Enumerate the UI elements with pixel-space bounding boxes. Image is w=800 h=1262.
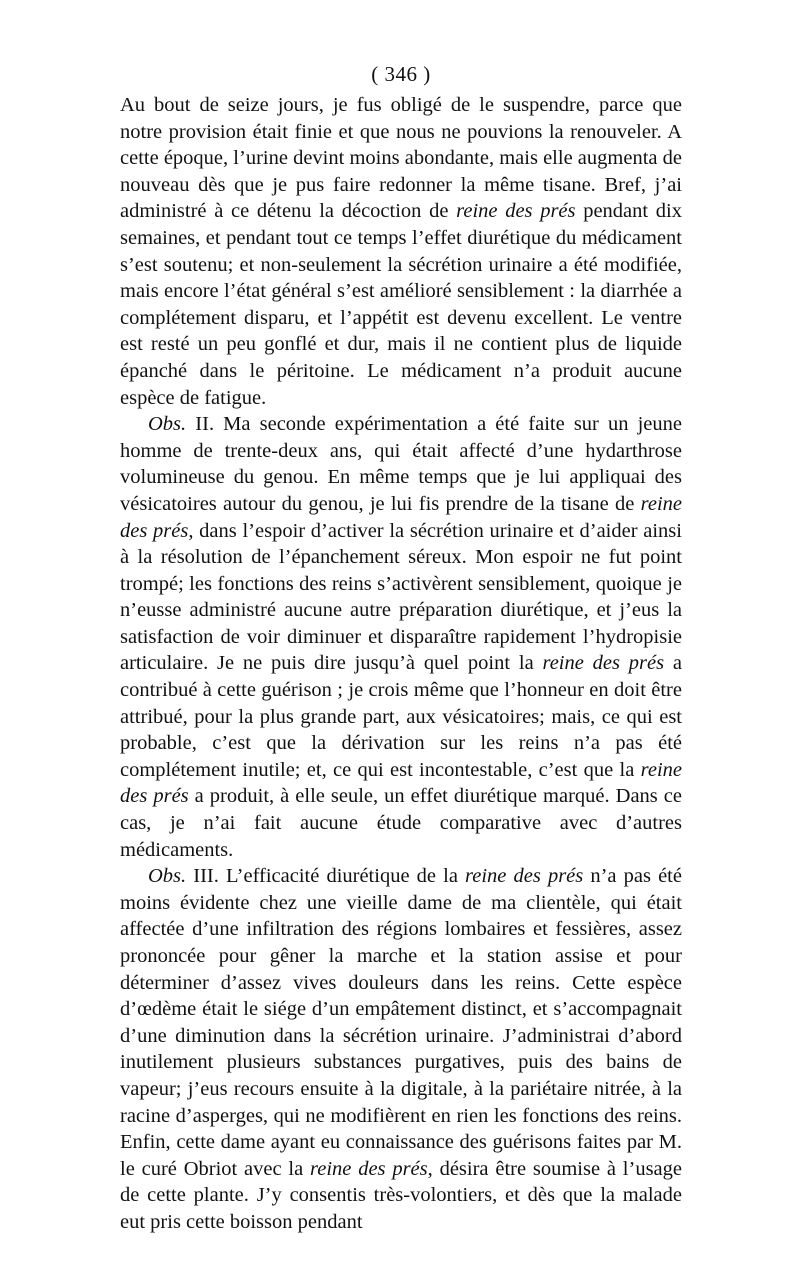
- body-text: [120, 92, 682, 1236]
- paragraph: [120, 411, 682, 863]
- italic-text: reine des prés: [310, 1157, 428, 1180]
- italic-text: reine des prés: [120, 758, 682, 808]
- text-run: , dans l’espoir d’activer la sécrétion urinaire et d’aider ainsi à la résolution de l’épanchement séreux. Mon espoir ne fut point trompé; les fonctions des reins s’activèrent sensiblement, quoique je n’eusse administré aucune autre préparation diurétique, et j’eus la satisfaction de voir diminuer et disparaître rapidement l’hydropisie articulaire. Je ne puis dire jusqu’à quel point la: [120, 519, 682, 675]
- paragraph: [120, 863, 682, 1235]
- text-run: Au bout de seize jours, je fus obligé de le suspendre, parce que notre provision était finie et que nous ne pouvions la renouveler. A cette époque, l’urine devint moins abondante, mais elle augmenta de nouveau dès que je pus faire redonner la même tisane. Bref, j’ai administré à ce détenu la décoction de: [120, 94, 682, 223]
- text-run: III. L’efficacité diurétique de la: [186, 865, 466, 888]
- text-run: , désira être soumise à l’usage de cette plante. J’y consentis très-volontiers, et dès que la malade eut pris cette boisson pendant: [120, 1157, 682, 1233]
- page-number: ( 346 ): [371, 62, 431, 86]
- paragraph: [120, 92, 682, 411]
- text-run: II. Ma seconde expérimentation a été faite sur un jeune homme de trente-deux ans, qui était affecté d’une hydarthrose volumineuse du genou. En même temps que je lui appliquai des vésicatoires autour du genou, je lui fis prendre de la tisane de: [120, 413, 682, 515]
- text-run: a produit, à elle seule, un effet diurétique marqué. Dans ce cas, je n’ai fait aucune étude comparative avec d’autres médicaments.: [120, 785, 682, 861]
- italic-text: reine des prés: [465, 865, 584, 888]
- text-run: n’a pas été moins évidente chez une vieille dame de ma clientèle, qui était affectée d’une infiltration des régions lombaires et fessières, assez prononcée pour gêner la marche et la station assise et pour déterminer d’assez vives douleurs dans les reins. Cette espèce d’œdème était le siége d’un empâtement distinct, et s’accompagnait d’une diminution dans la sécrétion urinaire. J’administrai d’abord inutilement plusieurs substances purgatives, puis des bains de vapeur; j’eus recours ensuite à la digitale, à la pariétaire nitrée, à la racine d’asperges, qui ne modifièrent en rien les fonctions des reins. Enfin, cette dame ayant eu connaissance des guérisons faites par M. le curé Obriot avec la: [120, 865, 682, 1180]
- italic-text: reine des prés: [542, 652, 665, 675]
- italic-text: Obs.: [148, 413, 187, 436]
- italic-text: reine des prés: [456, 200, 576, 223]
- text-run: pendant dix semaines, et pendant tout ce temps l’effet diurétique du médicament s’est soutenu; et non-seulement la sécrétion urinaire a été modifiée, mais encore l’état général s’est amélioré sensiblement : la diarrhée a complétement disparu, et l’appétit est devenu excellent. Le ventre est resté un peu gonflé et dur, mais il ne contient plus de liquide épanché dans le péritoine. Le médicament n’a produit aucune espèce de fatigue.: [120, 200, 682, 409]
- italic-text: reine des prés: [120, 492, 682, 542]
- italic-text: Obs.: [148, 865, 187, 888]
- text-run: a contribué à cette guérison ; je crois même que l’honneur en doit être attribué, pour la plus grande part, aux vésicatoires; mais, ce qui est probable, c’est que la dérivation sur les reins n’a pas été complétement inutile; et, ce qui est incontestable, c’est que la: [120, 652, 682, 781]
